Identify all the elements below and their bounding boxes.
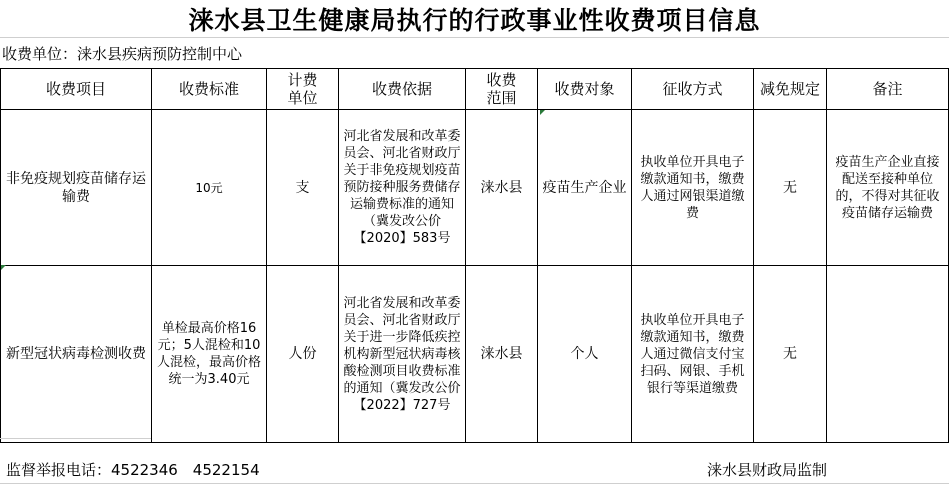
header-cell: 备注 — [827, 69, 949, 110]
reduction-cell: 无 — [754, 266, 827, 443]
supervisor-text: 涞水县财政局监制 — [707, 461, 828, 479]
table-row — [1, 266, 949, 443]
collection-method-cell: 执收单位开具电子缴款通知书，缴费人通过网银渠道缴费 — [632, 110, 754, 266]
cell-divider — [0, 438, 151, 439]
fee-target-cell: 个人 — [538, 266, 632, 443]
fee-standard-cell: 10元 — [152, 110, 267, 266]
fee-standard-cell: 单检最高价格16元；5人混检和10人混检，最高价格统一为3.40元 — [152, 266, 267, 443]
header-cell: 计费单位 — [267, 69, 339, 110]
fee-target-cell: 疫苗生产企业 — [538, 110, 632, 266]
remark-cell: 疫苗生产企业直接配送至接种单位的，不得对其征收疫苗储存运输费 — [827, 110, 949, 266]
header-cell: 收费项目 — [1, 69, 152, 110]
cell-marker-icon — [540, 110, 545, 115]
header-cell: 收费范围 — [466, 69, 538, 110]
fee-basis-cell: 河北省发展和改革委员会、河北省财政厅关于进一步降低疾控机构新型冠状病毒核酸检测项目收费标准的通知（冀发改公价【2022】727号 — [339, 266, 466, 443]
fee-item-cell: 新型冠状病毒检测收费 — [1, 266, 152, 443]
header-cell: 收费对象 — [538, 69, 632, 110]
table-row — [1, 110, 949, 266]
fee-table — [0, 68, 949, 443]
fee-scope-cell: 涞水县 — [466, 266, 538, 443]
header-cell: 收费依据 — [339, 69, 466, 110]
footer — [0, 455, 949, 483]
remark-cell — [827, 266, 949, 443]
fee-scope-cell: 涞水县 — [466, 110, 538, 266]
table-header-row — [1, 69, 949, 110]
reduction-cell: 无 — [754, 110, 827, 266]
collection-method-cell: 执收单位开具电子缴款通知书，缴费人通过微信支付宝扫码、网银、手机银行等渠道缴费 — [632, 266, 754, 443]
hotline-text: 监督举报电话：4522346 4522154 — [6, 461, 260, 479]
page-title: 涞水县卫生健康局执行的行政事业性收费项目信息 — [188, 5, 761, 35]
billing-unit-cell: 支 — [267, 110, 339, 266]
header-cell: 减免规定 — [754, 69, 827, 110]
header-cell: 收费标准 — [152, 69, 267, 110]
fee-item-cell: 非免疫规划疫苗储存运输费 — [1, 110, 152, 266]
billing-unit-cell: 人份 — [267, 266, 339, 443]
charging-unit: 收费单位：涞水县疾病预防控制中心 — [2, 44, 243, 63]
header-cell: 征收方式 — [632, 69, 754, 110]
fee-basis-cell: 河北省发展和改革委员会、河北省财政厅关于非免疫规划疫苗预防接种服务费储存运输费标准的通知（冀发改公价【2020】583号 — [339, 110, 466, 266]
cell-marker-icon — [1, 265, 6, 270]
footer-divider — [0, 483, 949, 484]
